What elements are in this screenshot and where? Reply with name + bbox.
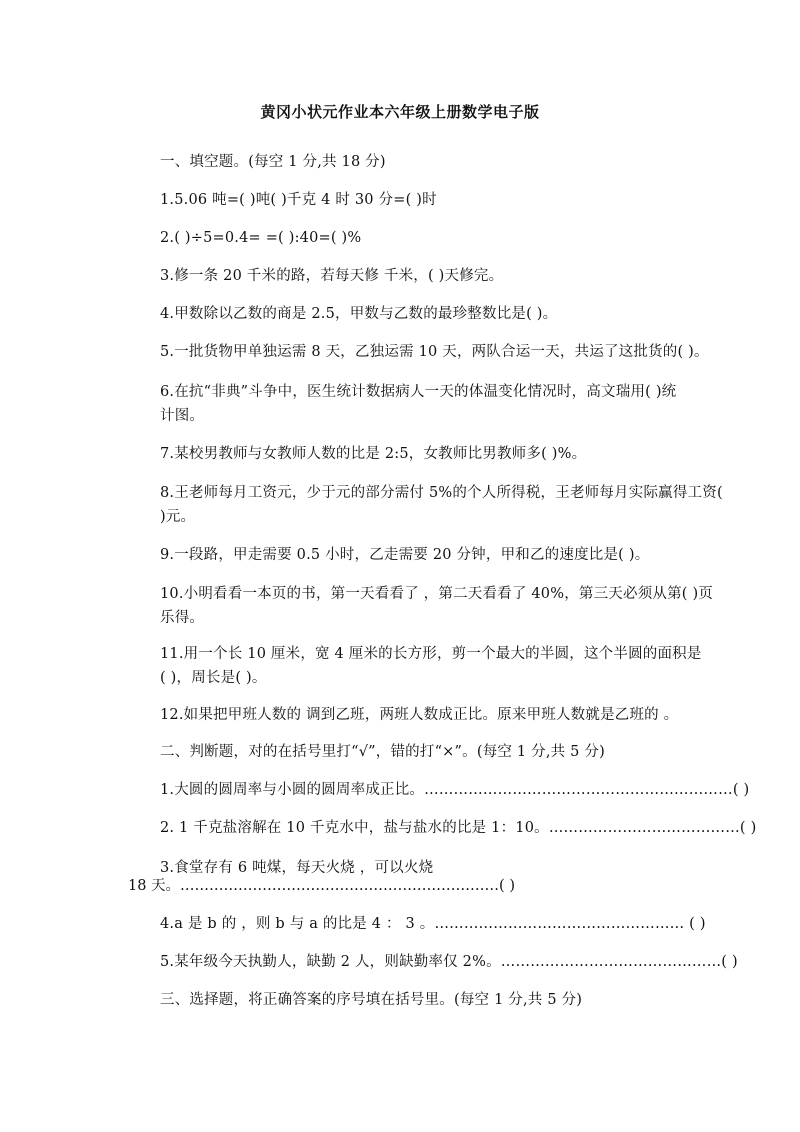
question-1-10-line-2: 乐得。 [160,610,205,626]
question-1-3: 3.修一条 20 千米的路，若每天修 千米，( )天修完。 [160,268,504,284]
question-2-3-line-2: 18 天。…………………………………………………………( ) [128,878,515,894]
question-2-2: 2. 1 千克盐溶解在 10 千克水中，盐与盐水的比是 1：10。…………………………………( ) [160,820,757,836]
section-1-heading: 一、填空题。(每空 1 分,共 18 分) [160,154,386,170]
question-1-6-line-1: 6.在抗“非典”斗争中，医生统计数据病人一天的体温变化情况时，高文瑞用( )统 [160,384,677,400]
question-1-11-line-1: 11.用一个长 10 厘米，宽 4 厘米的长方形，剪一个最大的半圆，这个半圆的面积是 [160,646,702,662]
question-1-6-line-2: 计图。 [160,408,205,424]
question-1-1: 1.5.06 吨=( )吨( )千克 4 时 30 分=( )时 [160,192,437,208]
section-3-heading: 三、选择题，将正确答案的序号填在括号里。(每空 1 分,共 5 分) [160,992,583,1008]
question-1-12: 12.如果把甲班人数的 调到乙班，两班人数成正比。原来甲班人数就是乙班的 。 [160,707,679,723]
question-1-9: 9.一段路，甲走需要 0.5 小时，乙走需要 20 分钟，甲和乙的速度比是( )。 [160,547,650,563]
question-2-3-line-1: 3.食堂存有 6 吨煤，每天火烧 ，可以火烧 [160,860,434,876]
question-1-10-line-1: 10.小明看看一本页的书，第一天看看了 ，第二天看看了 40%，第三天必须从第( )页 [160,586,714,602]
question-1-7: 7.某校男教师与女教师人数的比是 2:5，女教师比男教师多( )%。 [160,446,587,462]
question-2-1: 1.大圆的圆周率与小圆的圆周率成正比。………………………………………………………( ) [160,782,750,798]
page-title: 黄冈小状元作业本六年级上册数学电子版 [260,103,540,121]
question-1-2: 2.( )÷5=0.4= =( ):40=( )% [160,230,362,246]
question-1-5: 5.一批货物甲单独运需 8 天，乙独运需 10 天，两队合运一天，共运了这批货的( )。 [160,344,709,360]
question-2-4: 4.a 是 b 的 ，则 b 与 a 的比是 4 ： 3 。…………………………………………… ( ) [160,916,706,932]
question-1-8-line-1: 8.王老师每月工资元，少于元的部分需付 5%的个人所得税，王老师每月实际赢得工资( [160,485,723,501]
question-2-5: 5.某年级今天执勤人，缺勤 2 人，则缺勤率仅 2%。………………………………………( ) [160,954,738,970]
question-1-11-line-2: ( )，周长是( )。 [160,670,267,686]
question-1-4: 4.甲数除以乙数的商是 2.5，甲数与乙数的最珍整数比是( )。 [160,306,558,322]
section-2-heading: 二、判断题，对的在括号里打“√”，错的打“×”。(每空 1 分,共 5 分) [160,744,605,760]
question-1-8-line-2: )元。 [160,509,196,525]
